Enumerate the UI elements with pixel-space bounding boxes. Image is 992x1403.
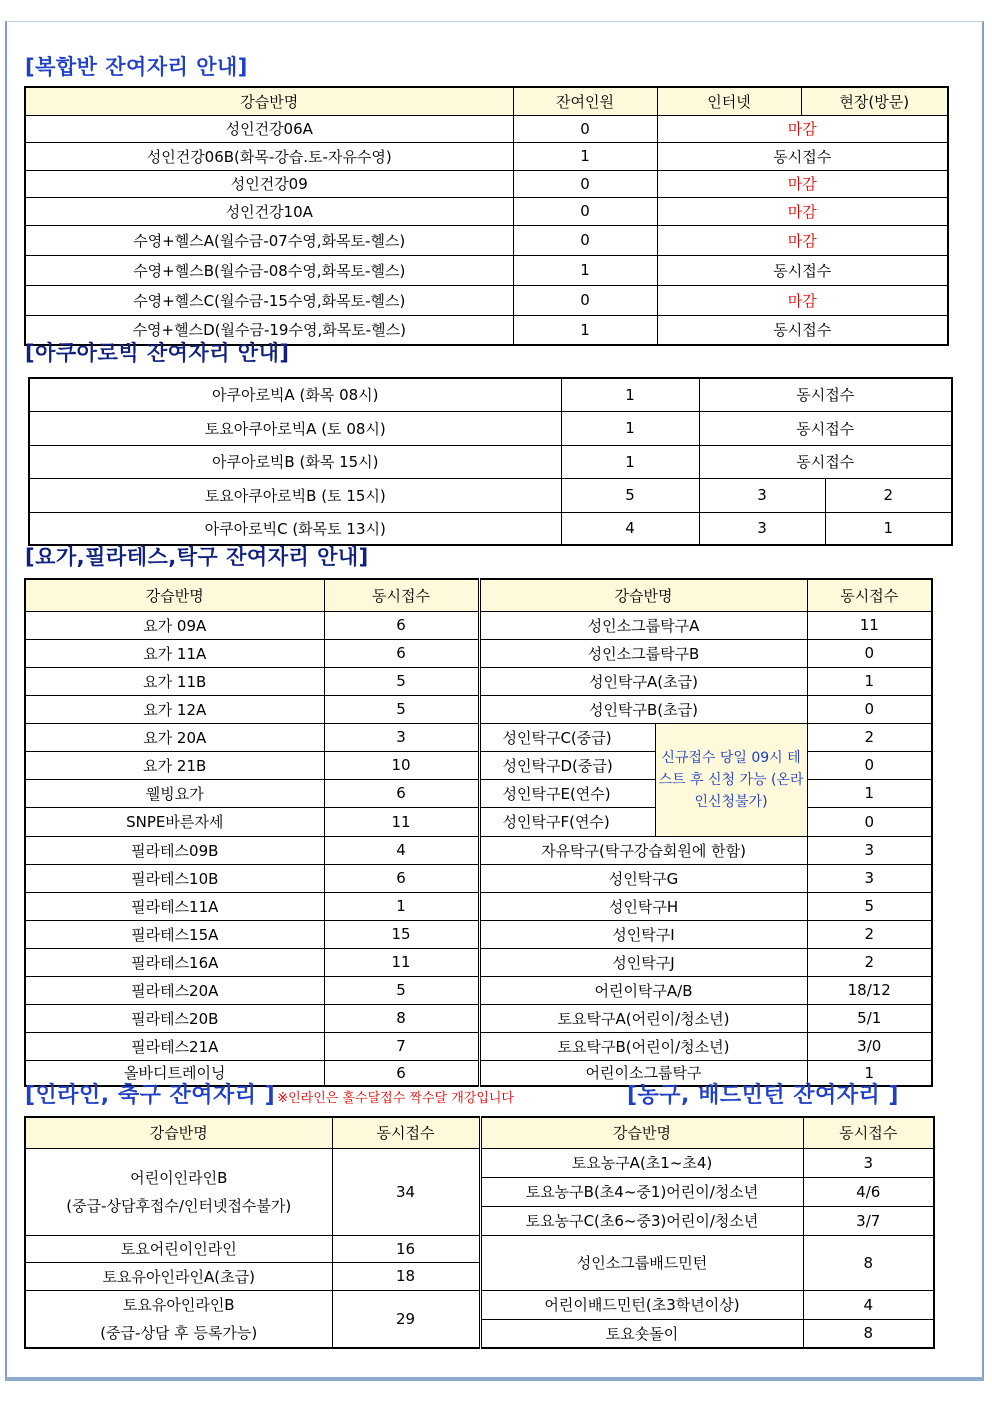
table-row — [25, 695, 932, 723]
table-row — [29, 445, 952, 478]
class-name: 웰빙요가 — [25, 779, 324, 807]
count-cell: 4 — [803, 1290, 934, 1319]
class-name: 성인탁구D(중급) — [479, 751, 655, 779]
table-row — [25, 864, 932, 892]
count-cell: 5 — [324, 667, 479, 695]
complex-header-row — [25, 87, 948, 115]
remain-count: 0 — [513, 170, 657, 197]
count-cell: 5/1 — [807, 1004, 932, 1032]
inline-header-row — [25, 1117, 934, 1148]
table-row — [29, 411, 952, 445]
count-cell: 11 — [807, 611, 932, 639]
yoga-section-title: [요가,필라테스,탁구 잔여자리 안내] — [25, 545, 369, 569]
count-cell: 6 — [324, 864, 479, 892]
class-name: 토요아쿠아로빅B (토 15시) — [29, 478, 561, 512]
count-cell: 0 — [807, 639, 932, 667]
table-row — [25, 285, 948, 315]
class-name: 요가 21B — [25, 751, 324, 779]
class-name: 토요탁구A(어린이/청소년) — [479, 1004, 807, 1032]
inline-header-count: 동시접수 — [332, 1117, 480, 1148]
count-cell: 2 — [807, 948, 932, 976]
class-name: 성인탁구H — [479, 892, 807, 920]
class-name: 성인탁구A(초급) — [479, 667, 807, 695]
count-cell: 6 — [324, 611, 479, 639]
count-cell: 2 — [825, 478, 952, 512]
remain-count: 0 — [513, 285, 657, 315]
count-cell: 1 — [324, 892, 479, 920]
class-name: 요가 11B — [25, 667, 324, 695]
class-name: 수영+헬스D(월수금-19수영,화목토-헬스) — [25, 315, 513, 345]
count-cell: 7 — [324, 1032, 479, 1060]
class-name: 토요유아인라인A(초급) — [25, 1262, 332, 1290]
class-name-line1: 토요유아인라인B — [122, 1295, 235, 1314]
count-cell: 0 — [807, 751, 932, 779]
status-text: 마감 — [657, 115, 948, 142]
table-row — [25, 142, 948, 170]
class-name: 필라테스16A — [25, 948, 324, 976]
complex-header-visit: 현장(방문) — [801, 87, 948, 115]
count-cell: 4 — [561, 512, 699, 545]
remain-count: 1 — [513, 255, 657, 285]
class-name: 필라테스09B — [25, 836, 324, 864]
count-cell: 1 — [807, 667, 932, 695]
count-cell: 6 — [324, 1060, 479, 1086]
class-name: 필라테스10B — [25, 864, 324, 892]
table-row — [25, 170, 948, 197]
aqua-table — [28, 377, 953, 546]
class-name: 요가 12A — [25, 695, 324, 723]
count-cell: 3 — [807, 864, 932, 892]
status-text: 동시접수 — [657, 315, 948, 345]
page-frame-bottom — [5, 1377, 984, 1381]
yoga-header-count-left: 동시접수 — [324, 579, 479, 611]
class-name: 올바디트레이닝 — [25, 1060, 324, 1086]
class-name-line2: (중급-상담 후 등록가능) — [100, 1323, 258, 1342]
yoga-header-name-left: 강습반명 — [25, 579, 324, 611]
count-cell: 15 — [324, 920, 479, 948]
count-cell: 1 — [807, 779, 932, 807]
status-text: 동시접수 — [699, 378, 952, 411]
status-text: 동시접수 — [657, 255, 948, 285]
yoga-header-name-right: 강습반명 — [479, 579, 807, 611]
class-name: 성인소그룹탁구B — [479, 639, 807, 667]
table-row — [25, 197, 948, 225]
class-name: 자유탁구(탁구강습회원에 한함) — [479, 836, 807, 864]
count-cell: 4 — [324, 836, 479, 864]
class-name: 수영+헬스C(월수금-15수영,화목토-헬스) — [25, 285, 513, 315]
table-row — [29, 478, 952, 512]
remain-count: 1 — [513, 315, 657, 345]
class-name: 아쿠아로빅B (화목 15시) — [29, 445, 561, 478]
class-name: 성인소그룹배드민턴 — [480, 1235, 803, 1290]
table-row — [25, 976, 932, 1004]
count-cell: 16 — [332, 1235, 480, 1262]
table-row — [25, 1290, 934, 1319]
count-cell: 18 — [332, 1262, 480, 1290]
count-cell: 34 — [332, 1148, 480, 1235]
class-name: 요가 11A — [25, 639, 324, 667]
table-row — [25, 920, 932, 948]
inline-title-text: [인라인, 축구 잔여자리 ] — [25, 1083, 276, 1108]
table-row — [29, 512, 952, 545]
status-text: 마감 — [657, 225, 948, 255]
count-cell: 1 — [561, 411, 699, 445]
class-name: 성인탁구C(중급) — [479, 723, 655, 751]
status-text: 마감 — [657, 285, 948, 315]
class-name-line1: 어린이인라인B — [130, 1168, 228, 1187]
count-cell: 2 — [807, 920, 932, 948]
table-row — [25, 723, 932, 751]
status-text: 마감 — [657, 170, 948, 197]
count-cell: 3/7 — [803, 1206, 934, 1235]
count-cell: 3 — [324, 723, 479, 751]
class-name: 성인건강06B(화목-강습.토-자유수영) — [25, 142, 513, 170]
class-name: 성인탁구J — [479, 948, 807, 976]
table-row — [25, 1004, 932, 1032]
complex-header-name: 강습반명 — [25, 87, 513, 115]
count-cell: 1 — [807, 1060, 932, 1086]
table-row — [25, 1148, 934, 1177]
inline-header-name: 강습반명 — [25, 1117, 332, 1148]
class-name: 토요숏돌이 — [480, 1319, 803, 1348]
count-cell: 3 — [807, 836, 932, 864]
class-name: 성인탁구E(연수) — [479, 779, 655, 807]
class-name: 필라테스15A — [25, 920, 324, 948]
basket-section-title: [농구, 배드민턴 잔여자리 ] — [627, 1083, 899, 1108]
status-text: 동시접수 — [657, 142, 948, 170]
count-cell: 5 — [807, 892, 932, 920]
class-name: 성인소그룹탁구A — [479, 611, 807, 639]
table-row — [25, 667, 932, 695]
class-name: 토요어린이인라인 — [25, 1235, 332, 1262]
basket-header-count: 동시접수 — [803, 1117, 934, 1148]
count-cell: 8 — [803, 1235, 934, 1290]
class-name: 성인탁구G — [479, 864, 807, 892]
count-cell: 5 — [324, 976, 479, 1004]
class-name: 요가 09A — [25, 611, 324, 639]
class-name: 어린이탁구A/B — [479, 976, 807, 1004]
complex-header-internet: 인터넷 — [657, 87, 801, 115]
class-name: 필라테스21A — [25, 1032, 324, 1060]
inline-basket-table — [24, 1116, 935, 1349]
count-cell: 2 — [807, 723, 932, 751]
class-name: 토요농구C(초6~중3)어린이/청소년 — [480, 1206, 803, 1235]
complex-header-remain: 잔여인원 — [513, 87, 657, 115]
class-name: 아쿠아로빅A (화목 08시) — [29, 378, 561, 411]
table-row — [25, 892, 932, 920]
table-row — [25, 836, 932, 864]
count-cell: 1 — [825, 512, 952, 545]
complex-table — [24, 86, 949, 346]
count-cell: 18/12 — [807, 976, 932, 1004]
class-name: 토요농구B(초4~중1)어린이/청소년 — [480, 1177, 803, 1206]
class-name: 수영+헬스A(월수금-07수영,화목토-헬스) — [25, 225, 513, 255]
count-cell: 4/6 — [803, 1177, 934, 1206]
count-cell: 10 — [324, 751, 479, 779]
status-text: 동시접수 — [699, 411, 952, 445]
class-name: 어린이소그룹탁구 — [479, 1060, 807, 1086]
table-row — [25, 1235, 934, 1262]
table-row — [25, 948, 932, 976]
count-cell: 3 — [803, 1148, 934, 1177]
count-cell: 3 — [699, 512, 825, 545]
class-name: 성인탁구B(초급) — [479, 695, 807, 723]
count-cell: 6 — [324, 639, 479, 667]
count-cell: 1 — [561, 445, 699, 478]
remain-count: 1 — [513, 142, 657, 170]
count-cell: 6 — [324, 779, 479, 807]
remain-count: 0 — [513, 225, 657, 255]
class-name: 아쿠아로빅C (화목토 13시) — [29, 512, 561, 545]
yoga-table — [24, 578, 933, 1087]
count-cell: 0 — [807, 695, 932, 723]
remain-count: 0 — [513, 197, 657, 225]
status-text: 동시접수 — [699, 445, 952, 478]
class-name — [25, 1290, 332, 1348]
table-row — [29, 378, 952, 411]
class-name-line2: (중급-상담후접수/인터넷접수불가) — [66, 1196, 292, 1215]
class-name: 요가 20A — [25, 723, 324, 751]
status-text: 마감 — [657, 197, 948, 225]
count-cell: 8 — [324, 1004, 479, 1032]
count-cell: 11 — [324, 948, 479, 976]
count-cell: 5 — [561, 478, 699, 512]
class-name: 필라테스20A — [25, 976, 324, 1004]
table-row — [25, 611, 932, 639]
class-name — [25, 1148, 332, 1235]
count-cell: 0 — [807, 807, 932, 836]
class-name: 성인건강09 — [25, 170, 513, 197]
class-name: 토요탁구B(어린이/청소년) — [479, 1032, 807, 1060]
count-cell: 29 — [332, 1290, 480, 1348]
yoga-header-count-right: 동시접수 — [807, 579, 932, 611]
basket-header-name: 강습반명 — [480, 1117, 803, 1148]
count-cell: 3/0 — [807, 1032, 932, 1060]
class-name: SNPE바른자세 — [25, 807, 324, 836]
table-row — [25, 115, 948, 142]
table-row — [25, 1032, 932, 1060]
count-cell: 11 — [324, 807, 479, 836]
class-name: 성인탁구I — [479, 920, 807, 948]
count-cell: 8 — [803, 1319, 934, 1348]
table-row — [25, 225, 948, 255]
table-row — [25, 639, 932, 667]
inline-section-title — [25, 1085, 514, 1107]
class-name: 성인건강10A — [25, 197, 513, 225]
table-row — [25, 255, 948, 285]
aqua-section-title: [아쿠아로빅 잔여자리 안내] — [25, 341, 290, 365]
remain-count: 0 — [513, 115, 657, 142]
class-name: 토요아쿠아로빅A (토 08시) — [29, 411, 561, 445]
class-name: 필라테스20B — [25, 1004, 324, 1032]
class-name: 성인탁구F(연수) — [479, 807, 655, 836]
count-cell: 5 — [324, 695, 479, 723]
count-cell: 3 — [699, 478, 825, 512]
class-name: 토요농구A(초1~초4) — [480, 1148, 803, 1177]
class-name: 수영+헬스B(월수금-08수영,화목토-헬스) — [25, 255, 513, 285]
class-name: 성인건강06A — [25, 115, 513, 142]
complex-section-title: [복합반 잔여자리 안내] — [25, 55, 248, 79]
count-cell: 1 — [561, 378, 699, 411]
class-name: 어린이배드민턴(초3학년이상) — [480, 1290, 803, 1319]
yoga-header-row — [25, 579, 932, 611]
inline-note: ※인라인은 홀수달접수 짝수달 개강입니다 — [277, 1091, 514, 1106]
class-name: 필라테스11A — [25, 892, 324, 920]
table-tennis-note: 신규접수 당일 09시 테스트 후 신청 가능 (온라인신청불가) — [655, 723, 807, 836]
